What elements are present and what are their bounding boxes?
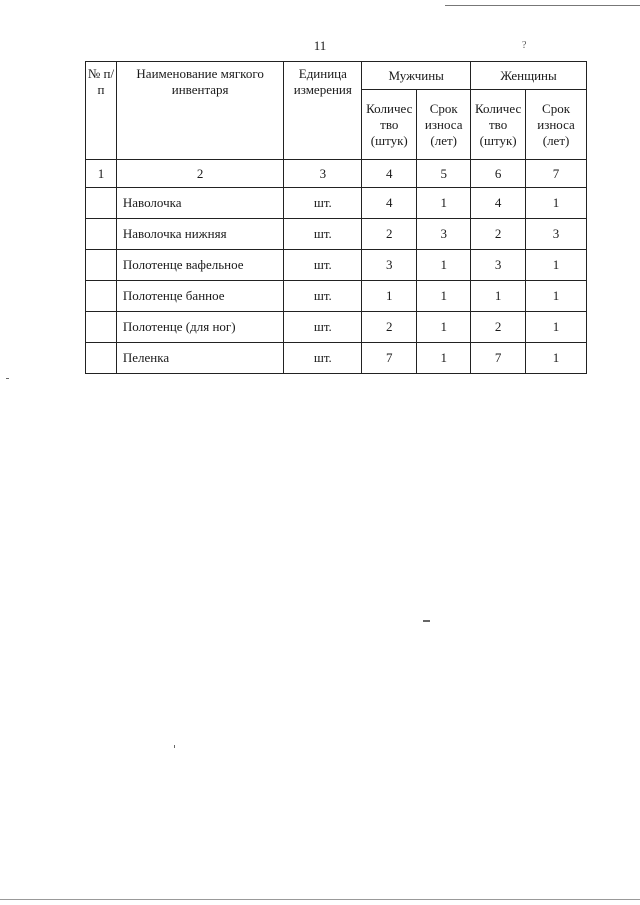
item-name-cell: Пеленка — [116, 343, 284, 374]
item-name-cell: Полотенце вафельное — [116, 250, 284, 281]
scan-speck — [423, 620, 430, 622]
table-row — [86, 312, 587, 343]
unit-cell: шт. — [284, 281, 362, 312]
column-number: 4 — [362, 160, 417, 188]
unit-cell: шт. — [284, 219, 362, 250]
unit-cell: шт. — [284, 188, 362, 219]
women-wear-term-cell: 1 — [526, 343, 587, 374]
scan-speck — [174, 745, 175, 748]
item-name-cell: Наволочка нижняя — [116, 219, 284, 250]
women-wear-term-cell: 1 — [526, 312, 587, 343]
row-number-cell — [86, 312, 117, 343]
column-number: 6 — [471, 160, 526, 188]
column-number: 3 — [284, 160, 362, 188]
row-number-cell — [86, 250, 117, 281]
header-women-wear-term: Срок износа (лет) — [526, 90, 587, 160]
header-row-top — [86, 62, 587, 90]
men-quantity-cell: 1 — [362, 281, 417, 312]
scan-speck — [6, 378, 9, 379]
header-women: Женщины — [471, 62, 587, 90]
table-row — [86, 219, 587, 250]
column-number: 5 — [417, 160, 471, 188]
men-quantity-cell: 3 — [362, 250, 417, 281]
row-number-cell — [86, 188, 117, 219]
men-wear-term-cell: 1 — [417, 188, 471, 219]
column-number: 2 — [116, 160, 284, 188]
inventory-table — [85, 61, 587, 374]
men-wear-term-cell: 1 — [417, 281, 471, 312]
table-row — [86, 281, 587, 312]
column-number: 1 — [86, 160, 117, 188]
header-men-quantity: Количес тво (штук) — [362, 90, 417, 160]
women-wear-term-cell: 3 — [526, 219, 587, 250]
corner-mark: ? — [522, 40, 527, 51]
header-women-quantity: Количес тво (штук) — [471, 90, 526, 160]
top-edge-rule — [445, 5, 640, 6]
row-number-cell — [86, 219, 117, 250]
women-wear-term-cell: 1 — [526, 250, 587, 281]
women-quantity-cell: 1 — [471, 281, 526, 312]
unit-cell: шт. — [284, 312, 362, 343]
bottom-edge-rule — [0, 899, 640, 900]
women-quantity-cell: 2 — [471, 219, 526, 250]
women-wear-term-cell: 1 — [526, 188, 587, 219]
row-number-cell — [86, 281, 117, 312]
item-name-cell: Полотенце (для ног) — [116, 312, 284, 343]
header-item-name: Наименование мягкого инвентаря — [116, 62, 284, 160]
women-quantity-cell: 3 — [471, 250, 526, 281]
header-number: № п/п — [86, 62, 117, 160]
men-quantity-cell: 4 — [362, 188, 417, 219]
men-wear-term-cell: 1 — [417, 250, 471, 281]
unit-cell: шт. — [284, 343, 362, 374]
column-number-row — [86, 160, 587, 188]
men-wear-term-cell: 1 — [417, 312, 471, 343]
men-quantity-cell: 2 — [362, 219, 417, 250]
item-name-cell: Наволочка — [116, 188, 284, 219]
table-row — [86, 188, 587, 219]
unit-cell: шт. — [284, 250, 362, 281]
page-number: 11 — [313, 38, 327, 53]
men-quantity-cell: 2 — [362, 312, 417, 343]
header-unit: Единица измерения — [284, 62, 362, 160]
header-men: Мужчины — [362, 62, 471, 90]
table-row — [86, 343, 587, 374]
men-wear-term-cell: 1 — [417, 343, 471, 374]
women-quantity-cell: 7 — [471, 343, 526, 374]
women-quantity-cell: 4 — [471, 188, 526, 219]
men-wear-term-cell: 3 — [417, 219, 471, 250]
column-number: 7 — [526, 160, 587, 188]
row-number-cell — [86, 343, 117, 374]
table-row — [86, 250, 587, 281]
men-quantity-cell: 7 — [362, 343, 417, 374]
header-men-wear-term: Срок износа (лет) — [417, 90, 471, 160]
women-wear-term-cell: 1 — [526, 281, 587, 312]
item-name-cell: Полотенце банное — [116, 281, 284, 312]
women-quantity-cell: 2 — [471, 312, 526, 343]
